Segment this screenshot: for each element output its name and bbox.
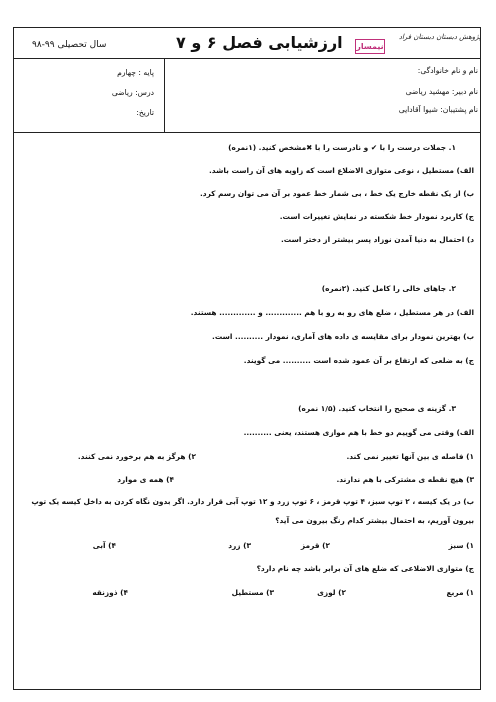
header-column-divider — [164, 58, 165, 132]
q3-b-option: ۲) قرمز — [300, 541, 330, 550]
supporter-label: نام پشتیبان: شیوا آقادایی — [398, 105, 478, 114]
q2-title: ۲. جاهای خالی را کامل کنید. (۲نمره) — [321, 284, 456, 293]
q1-item: ب) از یک نقطه خارج یک خط ، بی شمار خط عمود بر آن می توان رسم کرد. — [199, 189, 474, 198]
q3-b-option: ۳) زرد — [228, 541, 251, 550]
school-year: سال تحصیلی ۹۹-۹۸ — [32, 40, 107, 50]
header-divider — [13, 58, 481, 59]
brand-logo — [355, 39, 385, 54]
q3-c-stem: ج) متوازی الاضلاعی که ضلع های آن برابر باشد چه نام دارد؟ — [256, 564, 474, 573]
q1-item: ج) کاربرد نمودار خط شکسته در نمایش تغییرات است. — [279, 212, 474, 221]
q1-title: ۱. جملات درست را با ✔ و نادرست را با ✖مشخص کنید. (۱نمره) — [228, 143, 456, 152]
grade-label: پایه : چهارم — [117, 68, 154, 77]
q3-a-option: ۱) فاصله ی بین آنها تغییر نمی کند. — [346, 452, 474, 461]
q3-b-stem: بیرون آوریم، به احتمال بیشتر کدام رنگ بیرون می آید؟ — [275, 516, 474, 525]
emblem-text: پژوهش دبستان دبستان فراد — [398, 33, 481, 41]
q3-a-option: ۳) هیچ نقطه ی مشترکی با هم ندارند. — [336, 475, 474, 484]
q3-c-option: ۴) ذوزنقه — [92, 588, 128, 597]
q3-title: ۳. گزینه ی صحیح را انتخاب کنید. (۱/۵ نمره) — [298, 404, 456, 413]
teacher-label: نام دبیر: مهشید ریاضی — [405, 87, 478, 96]
q1-item: د) احتمال به دنیا آمدن نوزاد پسر بیشتر از دختر است. — [281, 235, 474, 244]
q2-item: ج) به ضلعی که ارتفاع بر آن عمود شده است .......... می گویند. — [243, 356, 474, 365]
q3-c-option: ۲) لوزی — [317, 588, 346, 597]
header-bottom-divider — [13, 132, 481, 133]
logo-text: نیمسار — [356, 42, 384, 51]
q2-item: الف) در هر مستطیل ، ضلع های رو به رو با هم ............. و ............. هستند. — [190, 308, 474, 317]
exam-title: ارزشیابی فصل ۶ و ۷ — [176, 33, 343, 52]
subject-label: درس: ریاضی — [111, 88, 154, 97]
q3-c-option: ۳) مستطیل — [231, 588, 274, 597]
q3-a-option: ۲) هرگز به هم برخورد نمی کنند. — [77, 452, 196, 461]
date-label: تاریخ: — [136, 108, 154, 117]
q3-b-stem: ب) در یک کیسه ، ۲ توپ سبز، ۴ توپ قرمز ، ۶ توپ زرد و ۱۲ توپ آبی قرار دارد. اگر بدون نگاه کردن به داخل کیسه یک توپ — [31, 497, 474, 506]
q1-item: الف) مستطیل ، نوعی متوازی الاضلاع است که زاویه های آن راست باشد. — [209, 166, 474, 175]
q3-b-option: ۴) آبی — [92, 541, 116, 550]
q3-c-option: ۱) مربع — [446, 588, 474, 597]
q3-a-option: ۴) همه ی موارد — [117, 475, 174, 484]
q3-a-stem: الف) وقتی می گوییم دو خط با هم موازی هستند، یعنی .......... — [243, 428, 474, 437]
name-label: نام و نام خانوادگی: — [417, 66, 478, 75]
q3-b-option: ۱) سبز — [448, 541, 474, 550]
q2-item: ب) بهترین نمودار برای مقایسه ی داده های آماری، نمودار .......... است. — [212, 332, 474, 341]
school-emblem — [383, 33, 481, 55]
